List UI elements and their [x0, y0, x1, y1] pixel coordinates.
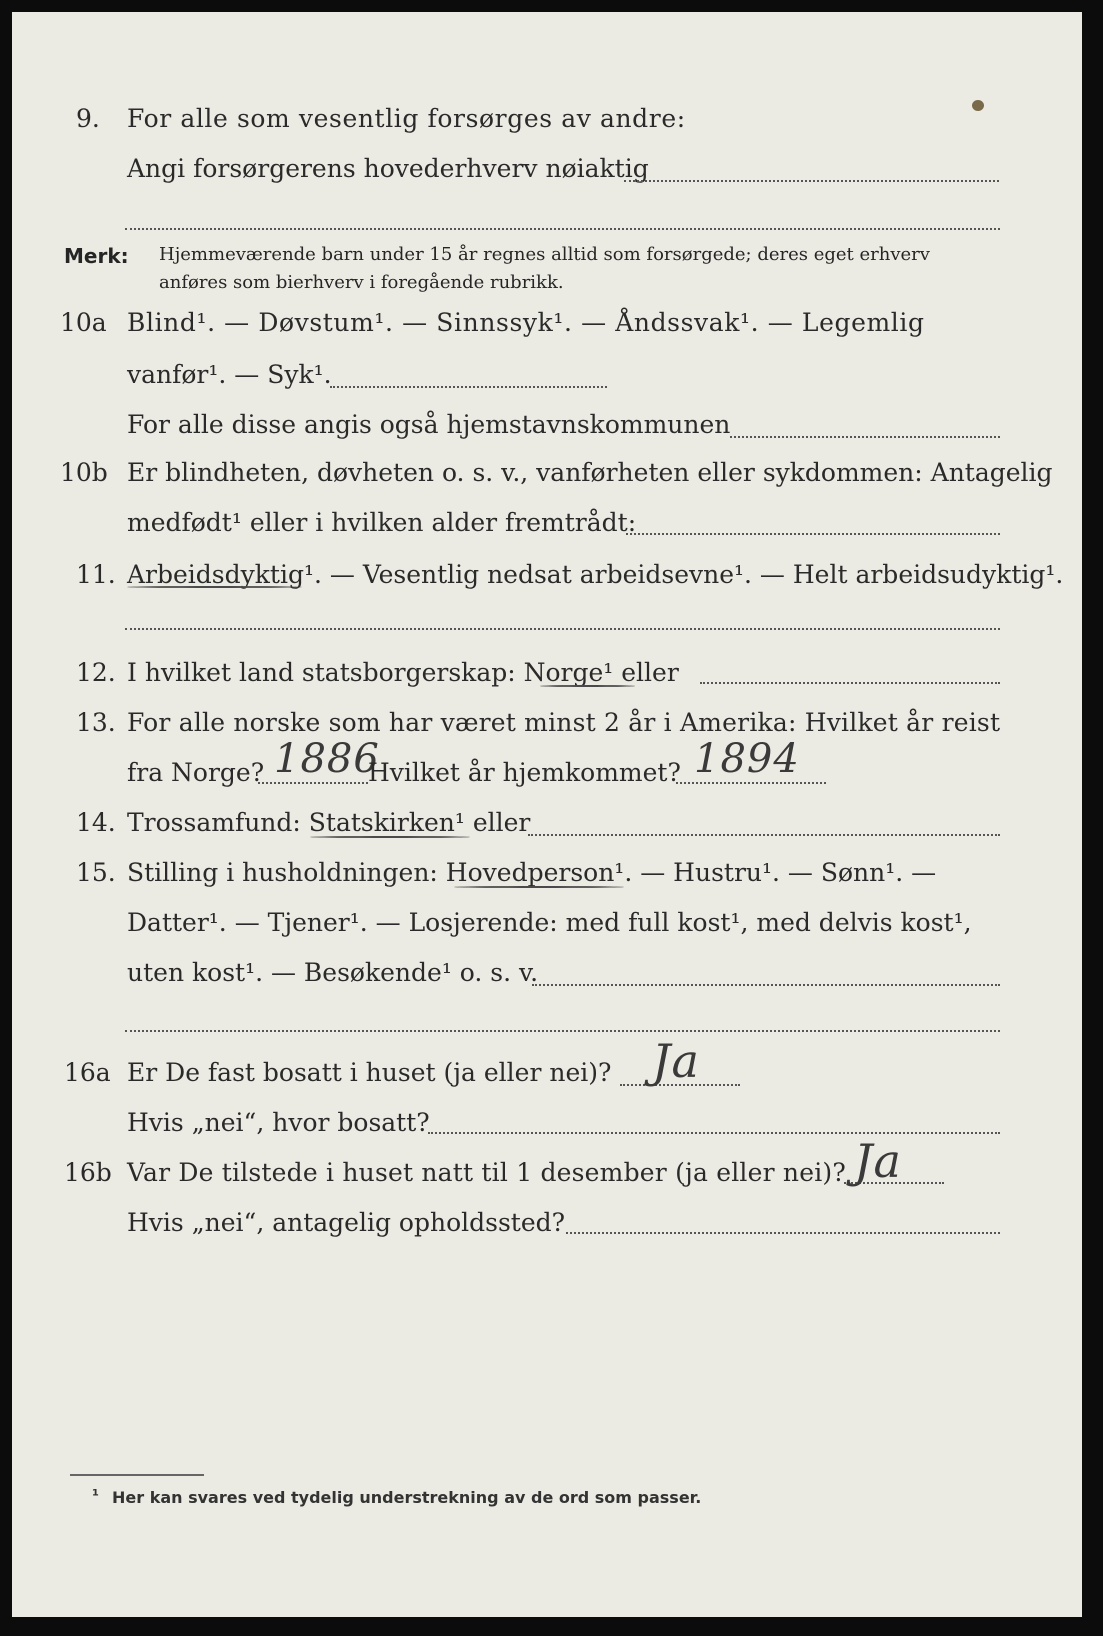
- q14-handwritten-underline: [310, 836, 470, 838]
- footnote-text: Her kan svares ved tydelig understrekning av de ord som passer.: [112, 1488, 702, 1507]
- q15-line1: Stilling i husholdningen: Hovedperson¹. — Hustru¹. — Sønn¹. —: [127, 858, 937, 887]
- q16b-answer: Ja: [854, 1134, 902, 1188]
- q16a-line1: Er De fast bosatt i huset (ja eller nei)?: [127, 1058, 612, 1087]
- q10b-answer-field[interactable]: [626, 533, 1000, 535]
- q13-line2b: Hvilket år hjemkommet?: [368, 758, 681, 787]
- q15-answer-field[interactable]: [532, 984, 1000, 986]
- q11-number: 11.: [76, 560, 116, 589]
- q10a-line2: vanfør¹. — Syk¹.: [127, 360, 332, 389]
- q12-line1: I hvilket land statsborgerskap: Norge¹ eller: [127, 658, 679, 687]
- footnote-marker: ¹: [92, 1486, 100, 1505]
- q11-handwritten-underline: [127, 586, 302, 588]
- q9-answer-field-2[interactable]: [125, 228, 1000, 230]
- q15-answer-field-2[interactable]: [125, 1030, 1000, 1032]
- merk-label: Merk:: [64, 244, 129, 268]
- q12-handwritten-underline: [540, 685, 635, 687]
- q11-line1: Arbeidsdyktig¹. — Vesentlig nedsat arbeidsevne¹. — Helt arbeidsudyktig¹.: [127, 560, 1064, 589]
- q16a-line2: Hvis „nei“, hvor bosatt?: [127, 1108, 430, 1137]
- q15-line2: Datter¹. — Tjener¹. — Losjerende: med full kost¹, med delvis kost¹,: [127, 908, 972, 937]
- q9-answer-field[interactable]: [624, 180, 999, 182]
- q16b-line1: Var De tilstede i huset natt til 1 desember (ja eller nei)?: [127, 1158, 846, 1187]
- q10a-home-municipality-field[interactable]: [730, 436, 1000, 438]
- q16b-number: 16b: [64, 1158, 112, 1187]
- q13-line2a: fra Norge?: [127, 758, 265, 787]
- ink-speck: [972, 100, 984, 111]
- q10b-number: 10b: [60, 458, 108, 487]
- q10a-answer-field[interactable]: [330, 386, 607, 388]
- q15-line3: uten kost¹. — Besøkende¹ o. s. v.: [127, 958, 539, 987]
- q10a-line3: For alle disse angis også hjemstavnskommunen: [127, 410, 731, 439]
- census-form-page: [12, 12, 1082, 1617]
- q14-answer-field[interactable]: [528, 834, 1000, 836]
- q16a-answer: Ja: [652, 1034, 700, 1088]
- q15-number: 15.: [76, 858, 116, 887]
- q11-answer-field[interactable]: [125, 628, 1000, 630]
- q14-line1: Trossamfund: Statskirken¹ eller: [127, 808, 531, 837]
- q16a-number: 16a: [64, 1058, 111, 1087]
- merk-line2: anføres som bierhverv i foregående rubrikk.: [159, 272, 564, 293]
- q9-number: 9.: [76, 104, 100, 133]
- q16b-location-field[interactable]: [566, 1232, 1000, 1234]
- q13-returned-field[interactable]: [676, 782, 826, 784]
- q13-departed-field[interactable]: [258, 782, 368, 784]
- q9-line2: Angi forsørgerens hovederhverv nøiaktig: [127, 154, 649, 183]
- q10a-line1: Blind¹. — Døvstum¹. — Sinnssyk¹. — Åndssvak¹. — Legemlig: [127, 308, 925, 337]
- q15-handwritten-underline: [454, 886, 624, 888]
- q16a-where-field[interactable]: [428, 1132, 1000, 1134]
- footnote-rule: [70, 1474, 204, 1476]
- q9-line1: For alle som vesentlig forsørges av andre:: [127, 104, 686, 133]
- q13-number: 13.: [76, 708, 116, 737]
- merk-line1: Hjemmeværende barn under 15 år regnes alltid som forsørgede; deres eget erhverv: [159, 244, 930, 265]
- q10b-line2: medfødt¹ eller i hvilken alder fremtrådt:: [127, 508, 637, 537]
- q16b-line2: Hvis „nei“, antagelig opholdssted?: [127, 1208, 566, 1237]
- q13-line1: For alle norske som har været minst 2 år i Amerika: Hvilket år reist: [127, 708, 1001, 737]
- q10b-line1: Er blindheten, døvheten o. s. v., vanførheten eller sykdommen: Antagelig: [127, 458, 1053, 487]
- q13-departed-answer: 1886: [274, 736, 380, 782]
- q10a-number: 10a: [60, 308, 107, 337]
- q12-number: 12.: [76, 658, 116, 687]
- q13-returned-answer: 1894: [694, 736, 800, 782]
- q14-number: 14.: [76, 808, 116, 837]
- q12-answer-field[interactable]: [700, 682, 1000, 684]
